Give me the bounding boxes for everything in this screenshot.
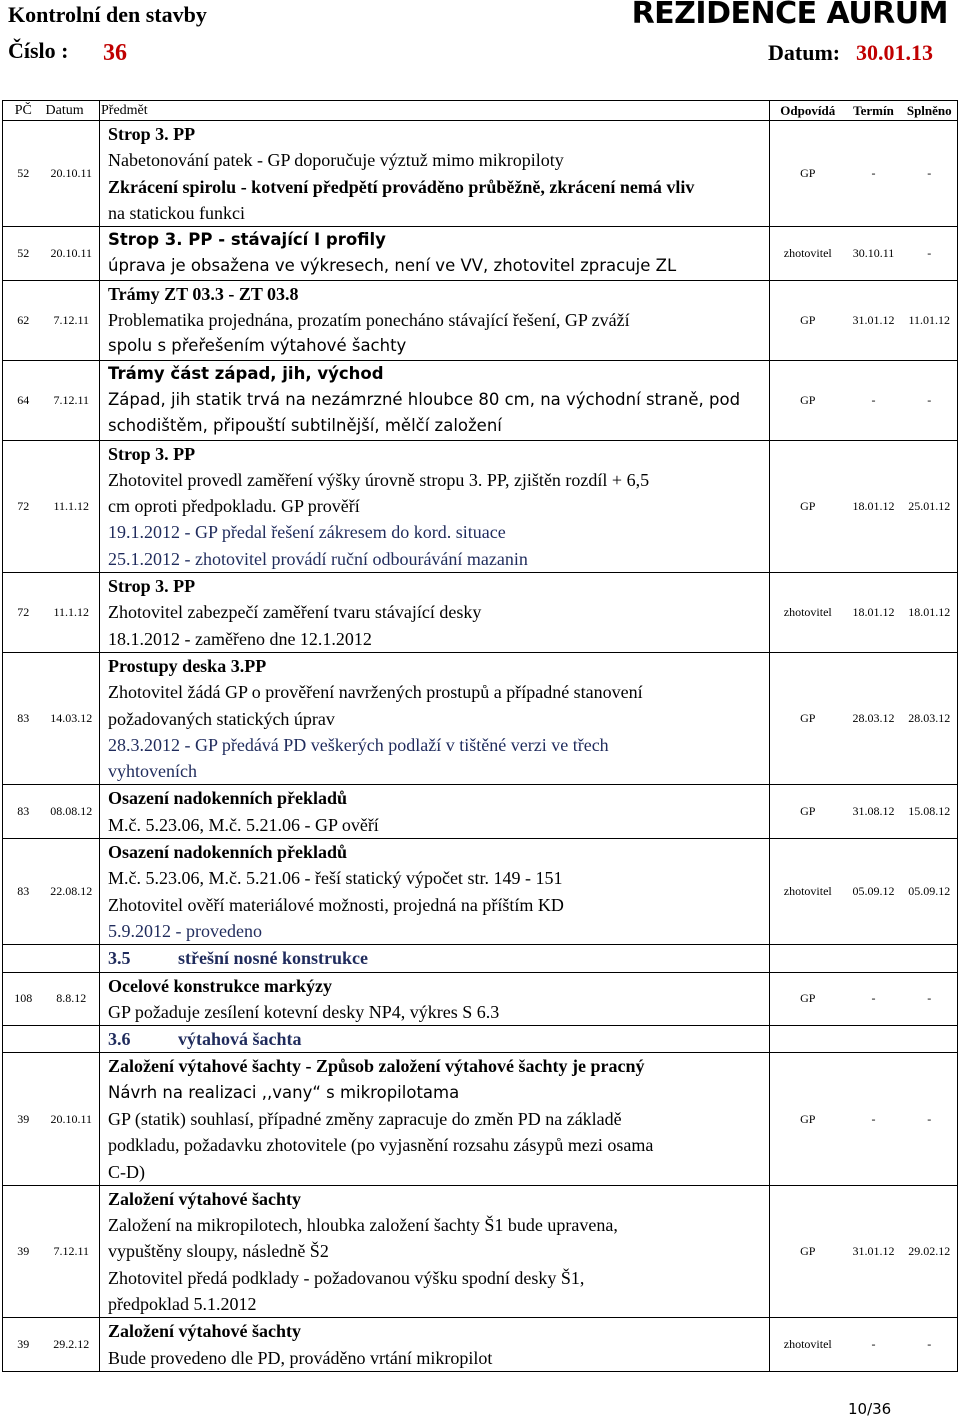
row-subject	[100, 652, 770, 784]
row-text-line: Osazení nadokenních překladů	[108, 842, 348, 863]
row-pc: 39	[3, 1053, 44, 1185]
date-label: Datum:	[768, 40, 841, 65]
row-date: 22.08.12	[44, 839, 100, 945]
row-text-line: cm oproti předpokladu. GP prověří	[108, 496, 360, 517]
row-subject	[100, 121, 770, 227]
section-number: 3.5	[108, 948, 131, 969]
table-row	[3, 1318, 958, 1372]
row-pc: 52	[3, 121, 44, 227]
row-term: 31.01.12	[846, 280, 902, 360]
row-text-line: Strop 3. PP - stávající I profily	[108, 230, 386, 250]
row-term: 31.01.12	[846, 1185, 902, 1317]
table-row	[3, 972, 958, 1026]
row-pc: 39	[3, 1185, 44, 1317]
table-header-row	[3, 101, 958, 121]
row-subject	[100, 785, 770, 839]
row-date: 7.12.11	[44, 1185, 100, 1317]
row-responsible: zhotovitel	[770, 573, 846, 653]
row-date: 7.12.11	[44, 280, 100, 360]
row-done: 15.08.12	[902, 785, 958, 839]
report-number: 36	[103, 40, 127, 66]
row-done: 28.03.12	[902, 652, 958, 784]
table-row	[3, 1185, 958, 1317]
row-text-line: předpoklad 5.1.2012	[108, 1294, 257, 1315]
col-header-splneno: Splněno	[902, 101, 958, 121]
row-responsible: zhotovitel	[770, 227, 846, 281]
row-text-line: Návrh na realizaci ,,vany“ s mikropilotama	[108, 1082, 460, 1102]
row-subject	[100, 573, 770, 653]
table-row	[3, 280, 958, 360]
section-heading	[100, 1026, 770, 1053]
row-pc: 52	[3, 227, 44, 281]
row-done: -	[902, 972, 958, 1026]
row-date: 29.2.12	[44, 1318, 100, 1372]
row-text-line: M.č. 5.23.06, M.č. 5.21.06 - řeší statický výpočet str. 149 - 151	[108, 868, 563, 889]
row-text-line: Osazení nadokenních překladů	[108, 788, 348, 809]
row-done: -	[902, 360, 958, 440]
page-number: 10/36	[848, 1400, 892, 1418]
table-row	[3, 839, 958, 945]
inspection-table	[2, 100, 958, 1372]
row-term: 18.01.12	[846, 440, 902, 572]
row-text-line: vyhtoveních	[108, 761, 197, 782]
row-date: 7.12.11	[44, 360, 100, 440]
row-done: 25.01.12	[902, 440, 958, 572]
col-header-odpovida: Odpovídá	[770, 101, 846, 121]
row-responsible: GP	[770, 360, 846, 440]
row-text-line: Zhotovitel provedl zaměření výšky úrovně stropu 3. PP, zjištěn rozdíl + 6,5	[108, 469, 650, 490]
col-header-datum: Datum	[44, 101, 100, 121]
row-pc: 83	[3, 785, 44, 839]
row-text-line: GP požaduje zesílení kotevní desky NP4, výkres S 6.3	[108, 1001, 500, 1022]
row-text-line: Zhotovitel předá podklady - požadovanou výšku spodní desky Š1,	[108, 1267, 585, 1288]
row-done: -	[902, 1318, 958, 1372]
row-text-line: Založení na mikropilotech, hloubka založení šachty Š1 bude upravena,	[108, 1215, 618, 1236]
table-row	[3, 227, 958, 281]
row-date: 8.8.12	[44, 972, 100, 1026]
row-pc: 72	[3, 440, 44, 572]
row-term: 31.08.12	[846, 785, 902, 839]
row-done: -	[902, 227, 958, 281]
row-pc: 83	[3, 839, 44, 945]
row-subject	[100, 1053, 770, 1185]
row-text-line: Bude provedeno dle PD, prováděno vrtání mikropilot	[108, 1347, 493, 1368]
table-row	[3, 1053, 958, 1185]
row-text-line: Strop 3. PP	[108, 124, 196, 144]
table-body	[3, 121, 958, 1372]
row-subject	[100, 1318, 770, 1372]
row-text-line: schodištěm, připouští subtilnější, mělčí založení	[108, 416, 502, 436]
row-pc: 39	[3, 1318, 44, 1372]
row-text-line: Problematika projednána, prozatím ponecháno stávající řešení, GP zváží	[108, 310, 630, 331]
row-date: 11.1.12	[44, 440, 100, 572]
row-subject	[100, 1185, 770, 1317]
section-row	[3, 1026, 958, 1053]
row-term: 28.03.12	[846, 652, 902, 784]
row-text-line: úprava je obsažena ve výkresech, není ve VV, zhotovitel zpracuje ZL	[108, 256, 677, 276]
row-text-line: Trámy část západ, jih, východ	[108, 363, 384, 383]
row-responsible: GP	[770, 121, 846, 227]
row-done: 18.01.12	[902, 573, 958, 653]
table-row	[3, 573, 958, 653]
row-responsible: GP	[770, 1053, 846, 1185]
row-text-line: 18.1.2012 - zaměřeno dne 12.1.2012	[108, 628, 372, 649]
section-title: výtahová šachta	[178, 1029, 302, 1050]
row-term: -	[846, 121, 902, 227]
row-responsible: zhotovitel	[770, 1318, 846, 1372]
row-date: 11.1.12	[44, 573, 100, 653]
row-text-line: Zhotovitel ověří materiálové možnosti, projedná na příštím KD	[108, 894, 564, 915]
row-subject	[100, 280, 770, 360]
row-done: 29.02.12	[902, 1185, 958, 1317]
col-header-pc: PČ	[3, 101, 44, 121]
row-pc: 62	[3, 280, 44, 360]
row-text-line: 25.1.2012 - zhotovitel provádí ruční odbourávání mazanin	[108, 548, 528, 569]
row-text-line: Strop 3. PP	[108, 443, 196, 464]
row-text-line: Západ, jih statik trvá na nezámrzné hloubce 80 cm, na východní straně, pod	[108, 389, 741, 409]
row-done: 11.01.12	[902, 280, 958, 360]
table-row	[3, 360, 958, 440]
row-pc: 83	[3, 652, 44, 784]
col-header-predmet: Předmět	[100, 101, 770, 121]
row-subject	[100, 839, 770, 945]
row-text-line: spolu s přeřešením výtahové šachty	[108, 336, 407, 356]
row-done: -	[902, 1053, 958, 1185]
table-row	[3, 652, 958, 784]
table-row	[3, 785, 958, 839]
row-subject	[100, 227, 770, 281]
row-responsible: GP	[770, 972, 846, 1026]
table-row	[3, 121, 958, 227]
row-text-line: C-D)	[108, 1161, 145, 1182]
row-date: 14.03.12	[44, 652, 100, 784]
row-text-line: Prostupy deska 3.PP	[108, 655, 267, 676]
row-pc: 108	[3, 972, 44, 1026]
row-text-line: požadovaných statických úprav	[108, 708, 335, 729]
row-term: -	[846, 1053, 902, 1185]
row-responsible: zhotovitel	[770, 839, 846, 945]
row-responsible: GP	[770, 785, 846, 839]
row-text-line: Zkrácení spirolu - kotvení předpětí prováděno průběžně, zkrácení nemá vliv	[108, 176, 695, 197]
row-responsible: GP	[770, 1185, 846, 1317]
table-row	[3, 440, 958, 572]
section-row	[3, 945, 958, 972]
row-text-line: Zhotovitel zabezpečí zaměření tvaru stávající desky	[108, 602, 482, 623]
row-term: 18.01.12	[846, 573, 902, 653]
row-date: 20.10.11	[44, 1053, 100, 1185]
row-date: 20.10.11	[44, 121, 100, 227]
row-pc: 72	[3, 573, 44, 653]
section-title: střešní nosné konstrukce	[178, 948, 369, 969]
row-text-line: podkladu, požadavku zhotovitele (po vyjasnění rozsahu zásypů mezi osama	[108, 1135, 654, 1156]
row-text-line: Zhotovitel žádá GP o prověření navržených prostupů a případné stanovení	[108, 682, 643, 703]
row-pc: 64	[3, 360, 44, 440]
report-date: 30.01.13	[856, 40, 933, 65]
section-heading	[100, 945, 770, 972]
row-done: 05.09.12	[902, 839, 958, 945]
row-term: -	[846, 1318, 902, 1372]
row-subject	[100, 360, 770, 440]
row-subject	[100, 440, 770, 572]
row-text-line: Ocelové konstrukce markýzy	[108, 975, 332, 996]
number-label: Číslo :	[8, 38, 69, 63]
row-responsible: GP	[770, 652, 846, 784]
project-name: REZIDENCE AURUM	[631, 0, 948, 31]
report-title: Kontrolní den stavby	[8, 2, 207, 27]
row-responsible: GP	[770, 440, 846, 572]
row-text-line: Založení výtahové šachty	[108, 1321, 301, 1342]
row-text-line: Nabetonování patek - GP doporučuje výztuž mimo mikropiloty	[108, 150, 564, 171]
row-date: 20.10.11	[44, 227, 100, 281]
row-term: -	[846, 360, 902, 440]
row-term: 05.09.12	[846, 839, 902, 945]
section-number: 3.6	[108, 1029, 131, 1050]
row-text-line: M.č. 5.23.06, M.č. 5.21.06 - GP ověří	[108, 814, 379, 835]
row-text-line: na statickou funkci	[108, 202, 245, 223]
row-text-line: Trámy ZT 03.3 - ZT 03.8	[108, 283, 299, 304]
row-text-line: 28.3.2012 - GP předává PD veškerých podlaží v tištěné verzi ve třech	[108, 734, 609, 755]
row-text-line: 5.9.2012 - provedeno	[108, 920, 262, 941]
row-text-line: Založení výtahové šachty - Způsob založení výtahové šachty je pracný	[108, 1056, 645, 1077]
row-text-line: vypuštěny sloupy, následně Š2	[108, 1241, 329, 1262]
row-term: 30.10.11	[846, 227, 902, 281]
row-responsible: GP	[770, 280, 846, 360]
row-text-line: Založení výtahové šachty	[108, 1188, 301, 1209]
row-date: 08.08.12	[44, 785, 100, 839]
row-text-line: Strop 3. PP	[108, 576, 196, 597]
row-done: -	[902, 121, 958, 227]
row-term: -	[846, 972, 902, 1026]
row-subject	[100, 972, 770, 1026]
row-text-line: GP (statik) souhlasí, případné změny zapracuje do změn PD na základě	[108, 1108, 622, 1129]
col-header-termin: Termín	[846, 101, 902, 121]
row-text-line: 19.1.2012 - GP předal řešení zákresem do kord. situace	[108, 522, 506, 543]
